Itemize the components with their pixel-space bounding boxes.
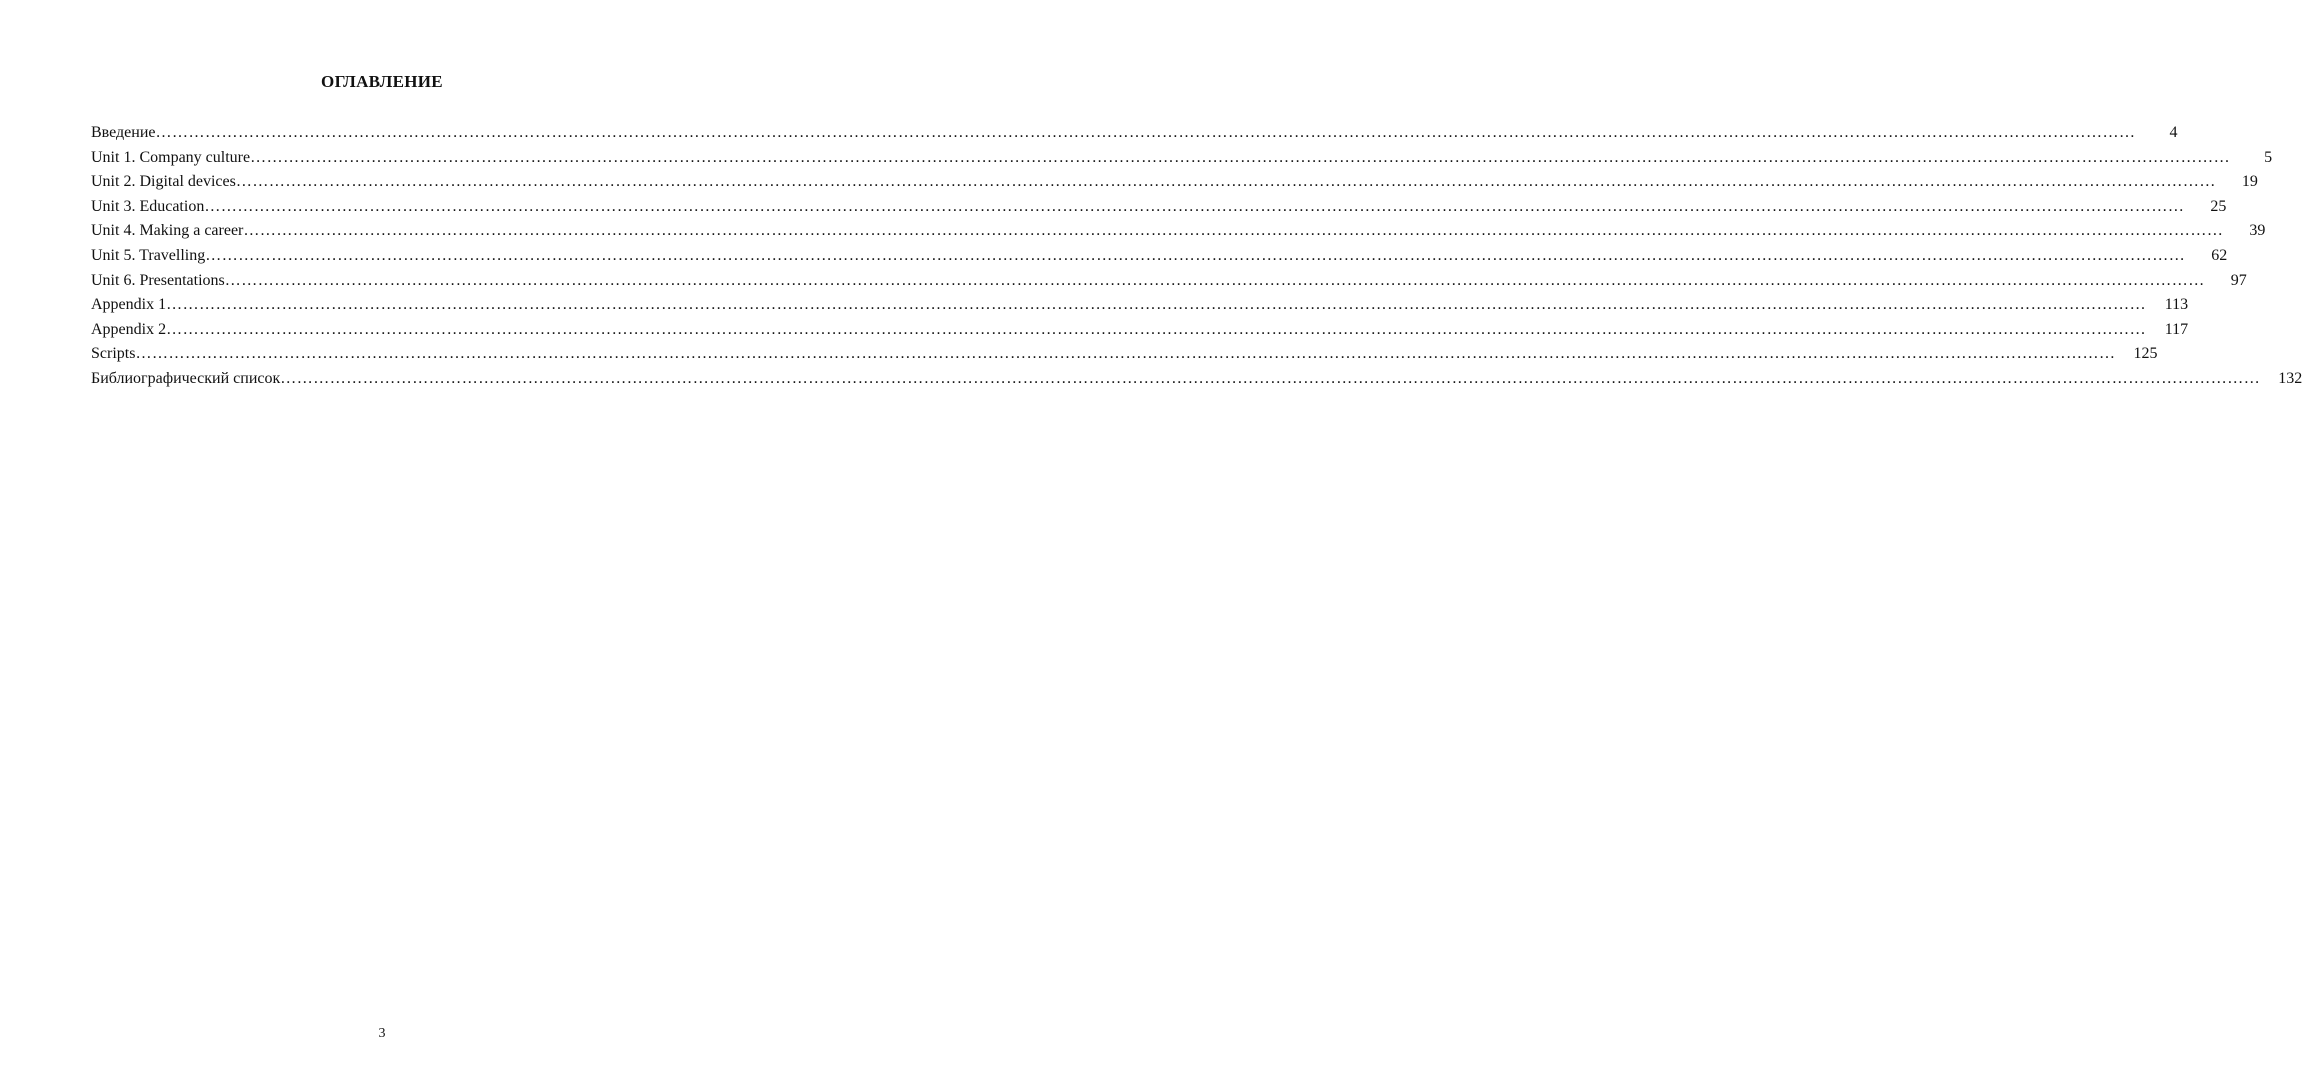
toc-entry-label: Unit 5. Travelling [91, 246, 206, 264]
toc-entry-page: 25 [2210, 197, 2227, 215]
toc-entry [91, 170, 2258, 195]
dot-leader: ……………………………………………………………………………………………………………………………………………………………………………………………………………………………………………………………………………………………………………………………… [243, 222, 2224, 240]
toc-entry [91, 219, 2266, 244]
toc-entry-page: 4 [2169, 124, 2178, 141]
toc-entry [91, 244, 2228, 269]
toc-entry [91, 146, 2273, 171]
toc-entry [91, 121, 2178, 146]
toc-entry-label: Библиографический список [91, 369, 281, 387]
toc-entry-page: 97 [2230, 271, 2247, 289]
dot-leader: ……………………………………………………………………………………………………………………………………………………………………………………………………………………………………………………………………………………………………………………………… [224, 271, 2205, 289]
dot-leader: ……………………………………………………………………………………………………………………………………………………………………………………………………………………………………………………………………………………………………………………………… [204, 197, 2185, 215]
table-of-contents [91, 121, 2302, 392]
toc-entry-label: Appendix 2 [91, 320, 167, 338]
dot-leader: ……………………………………………………………………………………………………………………………………………………………………………………………………………………………………………………………………………………………………………………………… [280, 369, 2261, 387]
toc-entry-label: Unit 1. Company culture [91, 148, 251, 166]
toc-entry [91, 342, 2158, 367]
toc-entry-label: Введение [91, 124, 156, 141]
toc-entry-page: 62 [2211, 246, 2228, 264]
toc-entry-label: Appendix 1 [91, 296, 167, 314]
dot-leader: ……………………………………………………………………………………………………………………………………………………………………………………………………………………………………………………………………………………………………………………………… [155, 124, 2136, 141]
dot-leader: ……………………………………………………………………………………………………………………………………………………………………………………………………………………………………………………………………………………………………………………………… [135, 345, 2116, 363]
dot-leader: ……………………………………………………………………………………………………………………………………………………………………………………………………………………………………………………………………………………………………………………………… [235, 173, 2216, 191]
toc-entry-page: 19 [2241, 173, 2258, 191]
toc-entry-label: Scripts [91, 345, 136, 363]
toc-entry-label: Unit 2. Digital devices [91, 173, 236, 191]
page-title: ОГЛАВЛЕНИЕ [321, 72, 443, 91]
dot-leader: ……………………………………………………………………………………………………………………………………………………………………………………………………………………………………………………………………………………………………………………………… [166, 320, 2147, 338]
page-number: 3 [378, 1026, 386, 1041]
toc-entry-label: Unit 3. Education [91, 197, 205, 215]
toc-entry-page: 125 [2133, 345, 2158, 363]
toc-entry [91, 367, 2302, 392]
toc-entry-label: Unit 6. Presentations [91, 271, 225, 289]
toc-entry-label: Unit 4. Making a career [91, 222, 244, 240]
dot-leader: ……………………………………………………………………………………………………………………………………………………………………………………………………………………………………………………………………………………………………………………………… [205, 246, 2186, 264]
toc-entry-page: 5 [2264, 148, 2273, 166]
toc-entry [91, 269, 2247, 294]
toc-entry-page: 113 [2164, 296, 2189, 314]
toc-entry-page: 132 [2278, 369, 2302, 387]
toc-entry-page: 117 [2164, 320, 2189, 338]
dot-leader: ……………………………………………………………………………………………………………………………………………………………………………………………………………………………………………………………………………………………………………………………… [250, 148, 2231, 166]
dot-leader: ……………………………………………………………………………………………………………………………………………………………………………………………………………………………………………………………………………………………………………………………… [166, 296, 2147, 314]
toc-entry [91, 293, 2189, 318]
toc-entry [91, 195, 2227, 220]
toc-entry-page: 39 [2249, 222, 2266, 240]
toc-entry [91, 318, 2189, 343]
